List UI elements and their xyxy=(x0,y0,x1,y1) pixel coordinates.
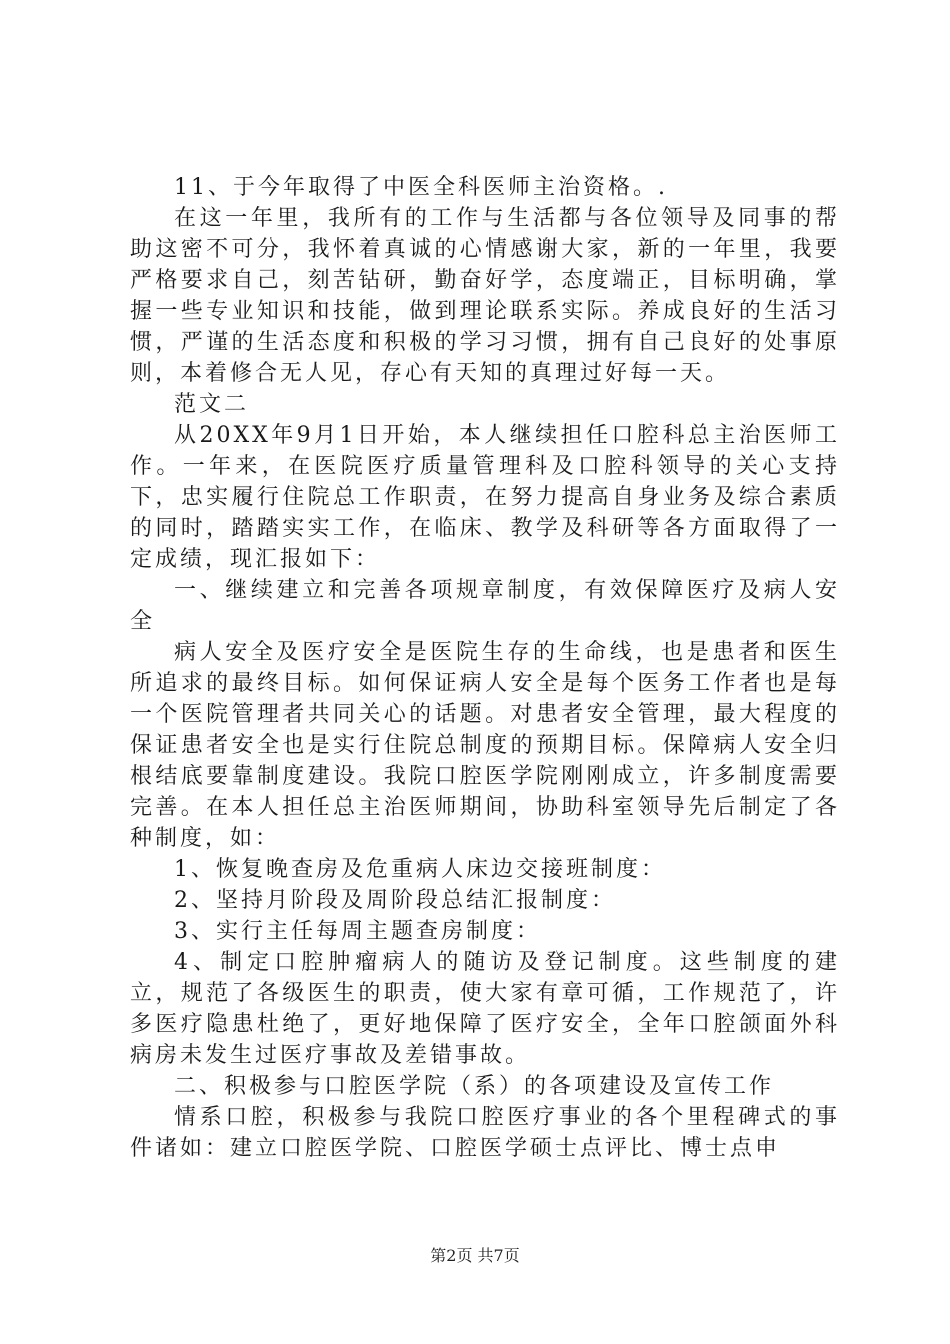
paragraph: 情系口腔，积极参与我院口腔医疗事业的各个里程碑式的事件诸如：建立口腔医学院、口腔医学硕士点评比、博士点申 xyxy=(130,1105,840,1161)
paragraph: 从20XX年9月1日开始，本人继续担任口腔科总主治医师工作。一年来，在医院医疗质量管理科及口腔科领导的关心支持下，忠实履行住院总工作职责，在努力提高自身业务及综合素质的同时，踏踏实实工作，在临床、教学及科研等各方面取得了一定成绩，现汇报如下： xyxy=(130,423,840,572)
section-heading: 一、继续建立和完善各项规章制度，有效保障医疗及病人安全 xyxy=(130,578,840,634)
paragraph: 11、于今年取得了中医全科医师主治资格。. xyxy=(174,175,668,200)
list-item: 1、恢复晚查房及危重病人床边交接班制度： xyxy=(174,857,666,882)
list-item: 4、制定口腔肿瘤病人的随访及登记制度。这些制度的建立，规范了各级医生的职责，使大家有章可循，工作规范了，许多医疗隐患杜绝了，更好地保障了医疗安全，全年口腔颌面外科病房未发生过医疗事故及差错事故。 xyxy=(130,950,840,1068)
paragraph: 病人安全及医疗安全是医院生存的生命线，也是患者和医生所追求的最终目标。如何保证病人安全是每个医务工作者也是每一个医院管理者共同关心的话题。对患者安全管理，最大程度的保证患者安全也是实行住院总制度的预期目标。保障病人安全归根结底要靠制度建设。我院口腔医学院刚刚成立，许多制度需要完善。在本人担任总主治医师期间，协助科室领导先后制定了各种制度，如： xyxy=(130,640,840,851)
page-footer: 第2页 共7页 xyxy=(430,1246,520,1265)
list-item: 3、实行主任每周主题查房制度： xyxy=(174,919,541,944)
document-body xyxy=(130,172,840,1164)
section-heading: 二、积极参与口腔医学院（系）的各项建设及宣传工作 xyxy=(174,1074,775,1099)
list-item: 2、坚持月阶段及周阶段总结汇报制度： xyxy=(174,888,616,913)
section-heading: 范文二 xyxy=(174,392,250,417)
paragraph: 在这一年里，我所有的工作与生活都与各位领导及同事的帮助这密不可分，我怀着真诚的心情感谢大家，新的一年里，我要严格要求自己，刻苦钻研，勤奋好学，态度端正，目标明确，掌握一些专业知识和技能，做到理论联系实际。养成良好的生活习惯，严谨的生活态度和积极的学习习惯，拥有自己良好的处事原则，本着修合无人见，存心有天知的真理过好每一天。 xyxy=(130,206,840,386)
